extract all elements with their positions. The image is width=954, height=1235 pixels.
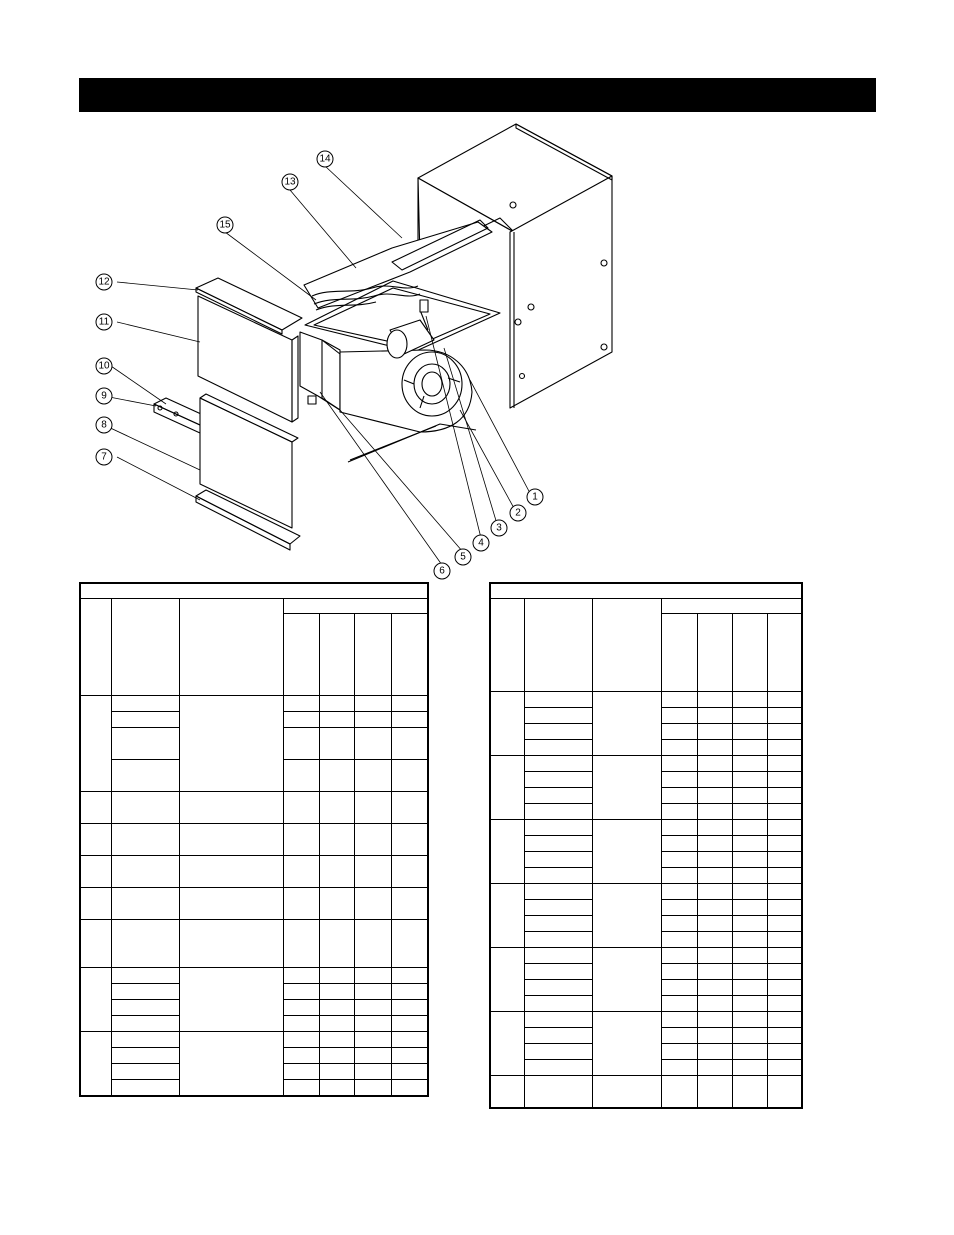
table-cell — [661, 772, 697, 788]
table-cell — [320, 1064, 355, 1080]
table-cell — [320, 984, 355, 1000]
table-cell — [697, 1028, 732, 1044]
table-cell — [80, 792, 111, 824]
table-cell — [355, 792, 392, 824]
table-cell — [767, 692, 802, 708]
table-cell — [179, 696, 283, 792]
table-cell — [592, 884, 661, 948]
table-cell — [697, 772, 732, 788]
table-cell — [355, 1064, 392, 1080]
table-cell — [392, 984, 428, 1000]
header-cell — [767, 614, 802, 692]
table-cell — [284, 920, 320, 968]
table-cell — [697, 868, 732, 884]
table-cell — [284, 1080, 320, 1097]
table-cell — [732, 756, 767, 772]
table-cell — [661, 836, 697, 852]
table-cell — [732, 900, 767, 916]
table-cell — [490, 1076, 524, 1108]
table-cell — [111, 696, 179, 712]
table-cell — [392, 1080, 428, 1097]
table-cell — [320, 888, 355, 920]
table-cell — [179, 920, 283, 968]
table-cell — [392, 920, 428, 968]
table-cell — [732, 868, 767, 884]
table-cell — [284, 888, 320, 920]
table-cell — [392, 712, 428, 728]
table-cell — [661, 932, 697, 948]
table-cell — [284, 1048, 320, 1064]
table-cell — [524, 1028, 592, 1044]
table-cell — [767, 836, 802, 852]
table-cell — [111, 728, 179, 760]
table-cell — [392, 968, 428, 984]
table-cell — [284, 728, 320, 760]
table-cell — [392, 824, 428, 856]
table-cell — [320, 712, 355, 728]
table-title-cell — [490, 583, 802, 599]
table-cell — [697, 1044, 732, 1060]
table-cell — [767, 724, 802, 740]
table-cell — [524, 996, 592, 1012]
table-cell — [111, 712, 179, 728]
callout-label: 13 — [284, 176, 296, 188]
header-cell — [320, 614, 355, 696]
table-cell — [320, 1016, 355, 1032]
table-cell — [697, 836, 732, 852]
callout-label: 3 — [496, 522, 502, 534]
table-cell — [732, 884, 767, 900]
table-cell — [392, 1032, 428, 1048]
table-cell — [111, 1048, 179, 1064]
table-cell — [767, 708, 802, 724]
table-cell — [697, 996, 732, 1012]
header-cell — [661, 599, 802, 614]
table-cell — [661, 964, 697, 980]
parts-table-left — [79, 582, 429, 1097]
table-cell — [592, 1012, 661, 1076]
blower-housing — [340, 350, 476, 462]
table-cell — [80, 920, 111, 968]
table-cell — [661, 1012, 697, 1028]
table-cell — [661, 948, 697, 964]
table-cell — [732, 836, 767, 852]
table-cell — [697, 756, 732, 772]
table-cell — [524, 1012, 592, 1028]
table-cell — [284, 1016, 320, 1032]
table-cell — [697, 692, 732, 708]
table-cell — [697, 1060, 732, 1076]
header-cell — [661, 614, 697, 692]
table-cell — [355, 1048, 392, 1064]
table-cell — [661, 820, 697, 836]
table-cell — [767, 804, 802, 820]
callout-label: 4 — [478, 537, 484, 549]
table-cell — [697, 980, 732, 996]
table-cell — [524, 820, 592, 836]
table-cell — [592, 756, 661, 820]
table-cell — [111, 1032, 179, 1048]
table-cell — [767, 1012, 802, 1028]
header-cell — [284, 614, 320, 696]
table-cell — [284, 1064, 320, 1080]
table-cell — [320, 968, 355, 984]
header-cell — [392, 614, 428, 696]
table-cell — [111, 920, 179, 968]
table-cell — [661, 788, 697, 804]
table-cell — [661, 900, 697, 916]
table-cell — [320, 728, 355, 760]
table-cell — [661, 884, 697, 900]
table-cell — [732, 820, 767, 836]
table-cell — [767, 772, 802, 788]
table-cell — [732, 1028, 767, 1044]
table-cell — [661, 852, 697, 868]
table-cell — [320, 920, 355, 968]
parts-table-right — [489, 582, 803, 1109]
table-cell — [697, 964, 732, 980]
table-cell — [732, 708, 767, 724]
callout-label: 15 — [219, 219, 231, 231]
table-cell — [767, 916, 802, 932]
table-title-cell — [80, 583, 428, 599]
table-cell — [732, 980, 767, 996]
table-cell — [392, 792, 428, 824]
callout-label: 8 — [101, 419, 107, 431]
table-cell — [592, 820, 661, 884]
table-cell — [697, 1076, 732, 1108]
table-cell — [524, 948, 592, 964]
table-cell — [284, 1000, 320, 1016]
table-cell — [732, 1060, 767, 1076]
table-cell — [355, 968, 392, 984]
table-cell — [697, 788, 732, 804]
table-cell — [355, 984, 392, 1000]
table-cell — [524, 868, 592, 884]
table-cell — [111, 792, 179, 824]
table-cell — [320, 696, 355, 712]
table-cell — [661, 916, 697, 932]
header-cell — [524, 599, 592, 692]
table-cell — [80, 856, 111, 888]
table-cell — [111, 984, 179, 1000]
table-cell — [284, 712, 320, 728]
table-cell — [732, 852, 767, 868]
table-cell — [697, 932, 732, 948]
table-cell — [392, 1016, 428, 1032]
table-cell — [392, 1000, 428, 1016]
header-cell — [284, 599, 428, 614]
table-cell — [355, 1080, 392, 1097]
table-cell — [697, 708, 732, 724]
table-cell — [111, 1000, 179, 1016]
table-cell — [320, 856, 355, 888]
table-cell — [661, 1028, 697, 1044]
table-cell — [320, 1048, 355, 1064]
table-cell — [524, 932, 592, 948]
table-cell — [490, 948, 524, 1012]
table-cell — [111, 856, 179, 888]
table-cell — [524, 708, 592, 724]
table-cell — [524, 1076, 592, 1108]
table-cell — [111, 760, 179, 792]
table-cell — [767, 1076, 802, 1108]
table-cell — [697, 724, 732, 740]
header-cell — [697, 614, 732, 692]
table-cell — [320, 1080, 355, 1097]
table-cell — [524, 1044, 592, 1060]
table-cell — [767, 820, 802, 836]
table-cell — [179, 888, 283, 920]
table-cell — [524, 916, 592, 932]
table-cell — [524, 804, 592, 820]
table-cell — [732, 948, 767, 964]
table-cell — [80, 968, 111, 1032]
table-cell — [524, 772, 592, 788]
callout-label: 5 — [460, 551, 466, 563]
table-cell — [355, 760, 392, 792]
table-cell — [767, 948, 802, 964]
table-cell — [392, 1064, 428, 1080]
table-cell — [490, 1012, 524, 1076]
table-cell — [355, 856, 392, 888]
table-cell — [697, 916, 732, 932]
table-cell — [284, 1032, 320, 1048]
table-cell — [524, 756, 592, 772]
table-cell — [320, 760, 355, 792]
table-cell — [767, 1044, 802, 1060]
table-cell — [767, 868, 802, 884]
table-cell — [490, 756, 524, 820]
table-cell — [392, 888, 428, 920]
table-cell — [111, 968, 179, 984]
table-cell — [284, 968, 320, 984]
table-cell — [392, 1048, 428, 1064]
table-cell — [524, 900, 592, 916]
table-cell — [732, 996, 767, 1012]
table-cell — [179, 968, 283, 1032]
table-cell — [524, 884, 592, 900]
table-cell — [111, 1016, 179, 1032]
table-cell — [392, 728, 428, 760]
table-cell — [767, 900, 802, 916]
header-cell — [732, 614, 767, 692]
table-cell — [320, 824, 355, 856]
table-cell — [592, 1076, 661, 1108]
table-cell — [284, 984, 320, 1000]
table-cell — [732, 1076, 767, 1108]
table-cell — [80, 1032, 111, 1097]
table-cell — [355, 1000, 392, 1016]
callout-label: 2 — [515, 507, 521, 519]
table-cell — [767, 1060, 802, 1076]
callout-label: 7 — [101, 451, 107, 463]
table-cell — [355, 1016, 392, 1032]
table-cell — [697, 740, 732, 756]
table-cell — [697, 820, 732, 836]
table-cell — [661, 1060, 697, 1076]
table-cell — [284, 856, 320, 888]
table-cell — [524, 964, 592, 980]
callout-label: 10 — [98, 360, 110, 372]
table-cell — [284, 792, 320, 824]
table-cell — [732, 772, 767, 788]
table-cell — [592, 948, 661, 1012]
table-cell — [767, 980, 802, 996]
callout-label: 11 — [98, 316, 110, 328]
table-cell — [524, 852, 592, 868]
exploded-parts-diagram — [0, 0, 954, 590]
table-cell — [661, 756, 697, 772]
table-cell — [767, 788, 802, 804]
table-cell — [592, 692, 661, 756]
header-cell — [111, 599, 179, 696]
table-cell — [661, 996, 697, 1012]
table-cell — [179, 792, 283, 824]
table-cell — [524, 740, 592, 756]
table-cell — [355, 728, 392, 760]
table-cell — [524, 980, 592, 996]
table-cell — [767, 932, 802, 948]
header-cell — [179, 599, 283, 696]
table-cell — [392, 696, 428, 712]
table-cell — [661, 740, 697, 756]
table-cell — [80, 888, 111, 920]
table-cell — [732, 788, 767, 804]
table-cell — [661, 980, 697, 996]
table-cell — [111, 824, 179, 856]
table-cell — [697, 804, 732, 820]
table-cell — [524, 692, 592, 708]
table-cell — [355, 888, 392, 920]
table-cell — [355, 920, 392, 968]
table-cell — [697, 948, 732, 964]
callout-label: 1 — [532, 491, 538, 503]
callout-label: 12 — [98, 276, 110, 288]
table-cell — [661, 724, 697, 740]
table-cell — [767, 756, 802, 772]
header-cell — [592, 599, 661, 692]
table-cell — [661, 692, 697, 708]
table-cell — [732, 964, 767, 980]
table-cell — [732, 692, 767, 708]
table-cell — [392, 856, 428, 888]
table-cell — [490, 692, 524, 756]
table-cell — [490, 884, 524, 948]
table-cell — [320, 1000, 355, 1016]
table-cell — [179, 856, 283, 888]
table-cell — [661, 1044, 697, 1060]
table-cell — [355, 824, 392, 856]
table-cell — [661, 1076, 697, 1108]
table-cell — [524, 724, 592, 740]
callout-label: 9 — [101, 390, 107, 402]
table-cell — [284, 696, 320, 712]
table-cell — [697, 900, 732, 916]
table-cell — [524, 1060, 592, 1076]
table-cell — [524, 836, 592, 852]
table-cell — [284, 760, 320, 792]
table-cell — [697, 884, 732, 900]
table-cell — [355, 696, 392, 712]
table-cell — [661, 708, 697, 724]
callout-label: 14 — [319, 153, 331, 165]
table-cell — [767, 1028, 802, 1044]
table-cell — [661, 804, 697, 820]
control-box — [300, 332, 340, 410]
table-cell — [80, 696, 111, 792]
table-cell — [697, 852, 732, 868]
table-cell — [355, 1032, 392, 1048]
header-cell — [355, 614, 392, 696]
table-cell — [732, 1044, 767, 1060]
table-cell — [320, 792, 355, 824]
table-cell — [661, 868, 697, 884]
table-cell — [732, 916, 767, 932]
table-cell — [355, 712, 392, 728]
table-cell — [767, 852, 802, 868]
header-cell — [80, 599, 111, 696]
table-cell — [767, 996, 802, 1012]
table-cell — [767, 964, 802, 980]
table-cell — [320, 1032, 355, 1048]
table-cell — [392, 760, 428, 792]
table-cell — [732, 724, 767, 740]
table-cell — [767, 884, 802, 900]
table-cell — [80, 824, 111, 856]
table-cell — [732, 932, 767, 948]
table-cell — [179, 824, 283, 856]
header-cell — [490, 599, 524, 692]
table-cell — [111, 1064, 179, 1080]
table-cell — [490, 820, 524, 884]
callout-label: 6 — [439, 565, 445, 577]
table-cell — [179, 1032, 283, 1097]
table-cell — [524, 788, 592, 804]
table-cell — [767, 740, 802, 756]
table-cell — [697, 1012, 732, 1028]
table-cell — [732, 804, 767, 820]
table-cell — [111, 888, 179, 920]
table-cell — [732, 1012, 767, 1028]
table-cell — [732, 740, 767, 756]
table-cell — [111, 1080, 179, 1097]
table-cell — [284, 824, 320, 856]
